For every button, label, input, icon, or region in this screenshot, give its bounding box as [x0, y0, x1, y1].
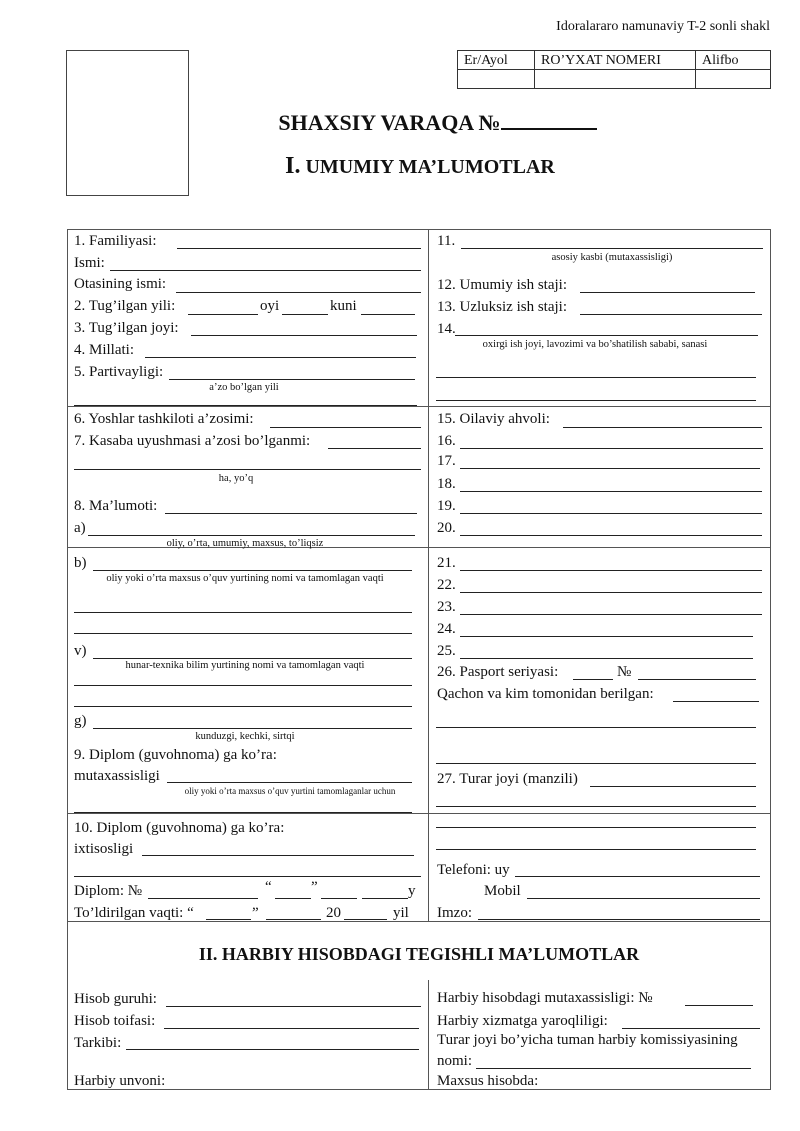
yoshlar-label: 6. Yoshlar tashkiloti a’zosimi: — [74, 411, 254, 427]
komissiya-nomi-field[interactable] — [476, 1068, 751, 1069]
millati-field[interactable] — [145, 357, 416, 358]
toldirilgan-year-field[interactable] — [344, 919, 387, 920]
kasaba-field[interactable] — [328, 448, 421, 449]
ismi-field[interactable] — [110, 270, 421, 271]
imzo-field[interactable] — [478, 919, 760, 920]
kuni-field[interactable] — [361, 314, 415, 315]
malumoti-b-caption: oliy yoki o’rta maxsus o’quv yurtining nomi va tamomlagan vaqti — [106, 573, 384, 584]
kasaba-caption: ha, yo’q — [218, 473, 254, 484]
toldirilgan-quote-close: ” — [252, 905, 259, 921]
malumoti-b-field[interactable] — [93, 570, 412, 571]
hisob-guruhi-field[interactable] — [166, 1006, 421, 1007]
item-22-label: 22. — [437, 577, 456, 593]
yaroqliligi-field[interactable] — [622, 1028, 760, 1029]
form-type-label: Idoralararo namunaviy T-2 sonli shakl — [556, 19, 770, 34]
diplom-quote-open: “ — [265, 879, 272, 895]
item-26-label: 26. Pasport seriyasi: — [437, 664, 559, 680]
ismi-label: Ismi: — [74, 255, 105, 271]
item-27-field[interactable] — [590, 786, 756, 787]
partiyavligi-field-2[interactable] — [74, 405, 417, 406]
partiyavligi-label: 5. Partivayligi: — [74, 364, 164, 380]
malumoti-v-caption: hunar-texnika bilim yurtining nomi va tamomlagan vaqti — [125, 660, 365, 671]
toldirilgan-yil: yil — [393, 905, 409, 921]
item-21-field[interactable] — [460, 570, 762, 571]
item-14-caption: oxirgi ish joyi, lavozimi va bo’shatilish sababi, sanasi — [482, 339, 708, 350]
item-14-field[interactable] — [455, 335, 758, 336]
registration-number-cell[interactable] — [535, 70, 696, 89]
mutaxassisligi-field[interactable] — [167, 782, 412, 783]
malumoti-g-caption: kunduzgi, kechki, sirtqi — [195, 731, 295, 742]
page-title-text: SHAXSIY VARAQA № — [278, 110, 501, 135]
item-27-label: 27. Turar joyi (manzili) — [437, 771, 578, 787]
malumoti-a-caption: oliy, o’rta, umumiy, maxsus, to’liqsiz — [166, 538, 324, 549]
sheet-number-field[interactable] — [501, 110, 597, 130]
harbiy-mutaxassisligi-label: Harbiy hisobdagi mutaxassisligi: № — [437, 990, 653, 1006]
diplom10-label: 10. Diplom (guvohnoma) ga ko’ra: — [74, 820, 285, 836]
alphabet-header: Alifbo — [696, 51, 771, 70]
page-title — [0, 110, 800, 136]
mutaxassisligi-caption: oliy yoki o’rta maxsus o’quv yurtini tamomlaganlar uchun — [184, 786, 396, 796]
item-24-label: 24. — [437, 621, 456, 637]
diplom-number-label: Diplom: № — [74, 883, 143, 899]
malumoti-v-field-3[interactable] — [74, 706, 412, 707]
section2-title: II. HARBIY HISOBDAGI TEGISHLI MA’LUMOTLAR — [198, 944, 640, 964]
item-11-label: 11. — [437, 233, 456, 249]
item-20-field[interactable] — [460, 535, 762, 536]
gender-cell[interactable] — [458, 70, 535, 89]
malumoti-v-field-2[interactable] — [74, 685, 412, 686]
toldirilgan-month-field[interactable] — [266, 919, 321, 920]
mobil-label: Mobil — [484, 883, 521, 899]
item-13-label: 13. Uzluksiz ish staji: — [437, 299, 567, 315]
item-18-label: 18. — [437, 476, 456, 492]
malumoti-b-label: b) — [74, 555, 87, 571]
hisob-toifasi-label: Hisob toifasi: — [74, 1013, 156, 1029]
item-13-field[interactable] — [580, 314, 762, 315]
diplom-year-field[interactable] — [362, 898, 408, 899]
column-divider-top — [428, 229, 429, 921]
passport-number-field[interactable] — [638, 679, 756, 680]
malumoti-v-field[interactable] — [93, 658, 412, 659]
item-22-field[interactable] — [460, 592, 762, 593]
komissiya-label: Turar joyi bo’yicha tuman harbiy komissiyasining — [437, 1032, 738, 1048]
diplom-month-field[interactable] — [321, 898, 357, 899]
diplom-day-field[interactable] — [275, 898, 311, 899]
item-15-field[interactable] — [563, 427, 762, 428]
telefoni-field[interactable] — [515, 876, 760, 877]
diplom-number-field[interactable] — [148, 898, 258, 899]
malumoti-b-field-3[interactable] — [74, 633, 412, 634]
item-15-label: 15. Oilaviy ahvoli: — [437, 411, 550, 427]
item-11-field[interactable] — [461, 248, 763, 249]
tugilgan-yili-label: 2. Tug’ilgan yili: — [74, 298, 176, 314]
ixtisosligi-field[interactable] — [142, 855, 414, 856]
row-divider-3 — [67, 813, 771, 814]
alphabet-cell[interactable] — [696, 70, 771, 89]
item-25-field[interactable] — [460, 658, 753, 659]
toldirilgan-label: To’ldirilgan vaqti: “ — [74, 905, 194, 921]
item-23-field[interactable] — [460, 614, 762, 615]
qachon-field-2[interactable] — [436, 727, 756, 728]
diplom9-label: 9. Diplom (guvohnoma) ga ko’ra: — [74, 747, 277, 763]
item-16-label: 16. — [437, 433, 456, 449]
item-17-label: 17. — [437, 453, 456, 469]
section1-text: UMUMIY MA’LUMOTLAR — [300, 156, 555, 178]
passport-number-label: № — [617, 664, 632, 680]
section1-title — [0, 153, 800, 180]
partiyavligi-caption: a’zo bo’lgan yili — [209, 382, 279, 393]
item-17-field[interactable] — [460, 468, 760, 469]
registration-table — [457, 50, 771, 89]
malumoti-a-label: a) — [74, 520, 86, 536]
item-12-label: 12. Umumiy ish staji: — [437, 277, 568, 293]
column-divider-bottom — [428, 980, 429, 1090]
komissiya-nomi-label: nomi: — [437, 1053, 473, 1069]
item-14-label: 14. — [437, 321, 456, 337]
yoshlar-field[interactable] — [270, 427, 421, 428]
item-11-caption: asosiy kasbi (mutaxassisligi) — [551, 252, 673, 263]
tugilgan-joyi-field[interactable] — [191, 335, 417, 336]
otasining-ismi-label: Otasining ismi: — [74, 276, 167, 292]
tarkibi-label: Tarkibi: — [74, 1035, 122, 1051]
item-16-field[interactable] — [460, 448, 763, 449]
familiyasi-field[interactable] — [177, 248, 421, 249]
familiyasi-label: 1. Familiyasi: — [74, 233, 157, 249]
item-21-label: 21. — [437, 555, 456, 571]
item-27-field-3[interactable] — [436, 827, 756, 828]
item-18-field[interactable] — [460, 491, 762, 492]
toldirilgan-20: 20 — [326, 905, 341, 921]
gender-header: Er/Ayol — [458, 51, 535, 70]
item-23-label: 23. — [437, 599, 456, 615]
tarkibi-field[interactable] — [126, 1049, 419, 1050]
ixtisosligi-label: ixtisosligi — [74, 841, 134, 857]
kuni-label: kuni — [330, 298, 357, 314]
item-12-field[interactable] — [580, 292, 755, 293]
malumoti-v-label: v) — [74, 643, 87, 659]
yaroqliligi-label: Harbiy xizmatga yaroqliligi: — [437, 1013, 608, 1029]
item-27-field-2[interactable] — [436, 806, 756, 807]
malumoti-a-field[interactable] — [88, 535, 415, 536]
otasining-ismi-field[interactable] — [176, 292, 421, 293]
tugilgan-yili-field[interactable] — [188, 314, 258, 315]
malumoti-field[interactable] — [165, 513, 417, 514]
mobil-field[interactable] — [527, 898, 760, 899]
diplom-quote-close: ” — [311, 879, 318, 895]
qachon-field[interactable] — [673, 701, 759, 702]
millati-label: 4. Millati: — [74, 342, 134, 358]
item-27-field-4[interactable] — [436, 849, 756, 850]
imzo-label: Imzo: — [437, 905, 472, 921]
toldirilgan-day-field[interactable] — [206, 919, 251, 920]
item-14-field-3[interactable] — [436, 400, 756, 401]
passport-series-field[interactable] — [573, 679, 613, 680]
ixtisosligi-field-2[interactable] — [74, 876, 421, 877]
item-14-field-2[interactable] — [436, 377, 756, 378]
malumoti-g-field[interactable] — [93, 728, 412, 729]
item-19-field[interactable] — [460, 513, 762, 514]
harbiy-mutaxassisligi-field[interactable] — [685, 1005, 753, 1006]
hisob-guruhi-label: Hisob guruhi: — [74, 991, 157, 1007]
malumoti-b-field-2[interactable] — [74, 612, 412, 613]
kasaba-label: 7. Kasaba uyushmasi a’zosi bo’lganmi: — [74, 433, 311, 449]
tugilgan-joyi-label: 3. Tug’ilgan joyi: — [74, 320, 179, 336]
diplom-year-suffix: y — [408, 883, 416, 899]
row-divider-1 — [67, 406, 771, 407]
item-25-label: 25. — [437, 643, 456, 659]
hisob-toifasi-field[interactable] — [164, 1028, 419, 1029]
item-24-field[interactable] — [460, 636, 753, 637]
qachon-label: Qachon va kim tomonidan berilgan: — [437, 686, 654, 702]
malumoti-g-label: g) — [74, 713, 87, 729]
telefoni-label: Telefoni: uy — [437, 862, 510, 878]
oyi-field[interactable] — [282, 314, 328, 315]
item-20-label: 20. — [437, 520, 456, 536]
item-19-label: 19. — [437, 498, 456, 514]
section1-roman: I. — [285, 153, 301, 179]
harbiy-unvoni-label: Harbiy unvoni: — [74, 1073, 166, 1089]
registration-number-header: RO’YXAT NOMERI — [535, 51, 696, 70]
oyi-label: oyi — [260, 298, 280, 314]
qachon-field-3[interactable] — [436, 763, 756, 764]
mutaxassisligi-field-2[interactable] — [74, 812, 412, 813]
maxsus-hisobda-label: Maxsus hisobda: — [437, 1073, 539, 1089]
kasaba-field-2[interactable] — [74, 469, 421, 470]
malumoti-label: 8. Ma’lumoti: — [74, 498, 158, 514]
mutaxassisligi-label: mutaxassisligi — [74, 768, 160, 784]
partiyavligi-field[interactable] — [169, 379, 415, 380]
